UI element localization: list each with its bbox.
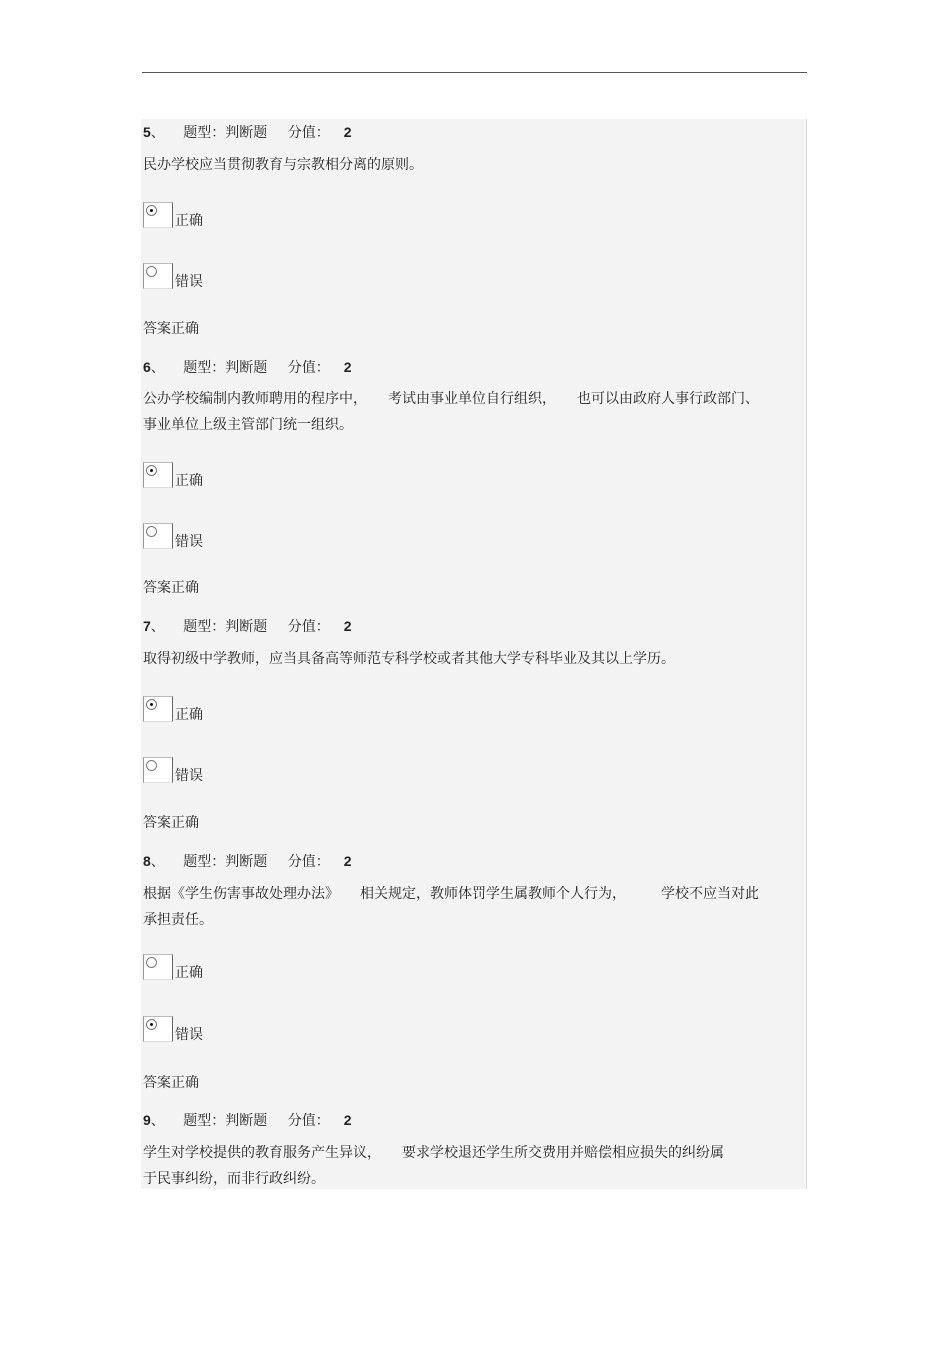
option-label: 正确 [175, 965, 203, 981]
radio-selected-icon [146, 699, 157, 710]
option-false[interactable] [143, 263, 203, 291]
question-type: 题型：判断题 [183, 619, 268, 635]
question-number: 5 [143, 124, 151, 140]
question-text: 学生对学校提供的教育服务产生异议， 要求学校退还学生所交费用并赔偿相应损失的纠纷属 于民事纠纷，而非行政纠纷。 [143, 1145, 724, 1187]
radio-unselected-icon [146, 760, 157, 771]
option-label: 错误 [175, 534, 203, 550]
option-true[interactable] [143, 462, 203, 490]
question-number: 7 [143, 618, 151, 634]
radio-button[interactable] [143, 954, 173, 980]
answer-result: 答案正确 [143, 1075, 199, 1091]
score-label: 分值： [287, 619, 330, 635]
radio-selected-icon [146, 205, 157, 216]
question-header: 6、 题型：判断题 分值： 2 [143, 359, 352, 376]
question-header: 9、 题型：判断题 分值： 2 [143, 1112, 352, 1129]
option-true[interactable] [143, 954, 203, 982]
radio-button[interactable] [143, 263, 173, 289]
question-type: 题型：判断题 [183, 125, 268, 141]
question-header: 7、 题型：判断题 分值： 2 [143, 618, 352, 635]
radio-unselected-icon [146, 266, 157, 277]
question-text: 公办学校编制内教师聘用的程序中， 考试由事业单位自行组织， 也可以由政府人事行政部门、 事业单位上级主管部门统一组织。 [143, 391, 759, 433]
radio-button[interactable] [143, 202, 173, 228]
score-value: 2 [343, 359, 352, 375]
score-value: 2 [343, 853, 352, 869]
score-label: 分值： [287, 360, 330, 376]
score-label: 分值： [287, 854, 330, 870]
radio-button[interactable] [143, 1016, 173, 1042]
radio-button[interactable] [143, 757, 173, 783]
question-header: 5、 题型：判断题 分值： 2 [143, 124, 352, 141]
option-label: 错误 [175, 768, 203, 784]
question-type: 题型：判断题 [183, 854, 268, 870]
radio-button[interactable] [143, 523, 173, 549]
option-label: 错误 [175, 274, 203, 290]
question-type: 题型：判断题 [183, 1113, 268, 1129]
option-true[interactable] [143, 696, 203, 724]
question-number: 6 [143, 359, 151, 375]
radio-selected-icon [146, 1019, 157, 1030]
question-text: 民办学校应当贯彻教育与宗教相分离的原则。 [143, 157, 423, 173]
radio-selected-icon [146, 465, 157, 476]
answer-result: 答案正确 [143, 580, 199, 596]
answer-result: 答案正确 [143, 815, 199, 831]
score-label: 分值： [287, 125, 330, 141]
option-label: 正确 [175, 473, 203, 489]
radio-unselected-icon [146, 957, 157, 968]
option-true[interactable] [143, 202, 203, 230]
score-value: 2 [343, 1112, 352, 1128]
option-false[interactable] [143, 1016, 203, 1044]
top-divider [142, 72, 807, 73]
radio-button[interactable] [143, 462, 173, 488]
option-false[interactable] [143, 523, 203, 551]
question-text: 取得初级中学教师，应当具备高等师范专科学校或者其他大学专科毕业及其以上学历。 [143, 651, 675, 667]
score-label: 分值： [287, 1113, 330, 1129]
question-type: 题型：判断题 [183, 360, 268, 376]
question-number: 8 [143, 853, 151, 869]
question-text: 根据《学生伤害事故处理办法》 相关规定，教师体罚学生属教师个人行为， 学校不应当对此 承担责任。 [143, 886, 759, 928]
option-false[interactable] [143, 757, 203, 785]
question-number: 9 [143, 1112, 151, 1128]
option-label: 错误 [175, 1027, 203, 1043]
radio-button[interactable] [143, 696, 173, 722]
answer-result: 答案正确 [143, 321, 199, 337]
option-label: 正确 [175, 213, 203, 229]
score-value: 2 [343, 618, 352, 634]
option-label: 正确 [175, 707, 203, 723]
question-header: 8、 题型：判断题 分值： 2 [143, 853, 352, 870]
radio-unselected-icon [146, 526, 157, 537]
score-value: 2 [343, 124, 352, 140]
